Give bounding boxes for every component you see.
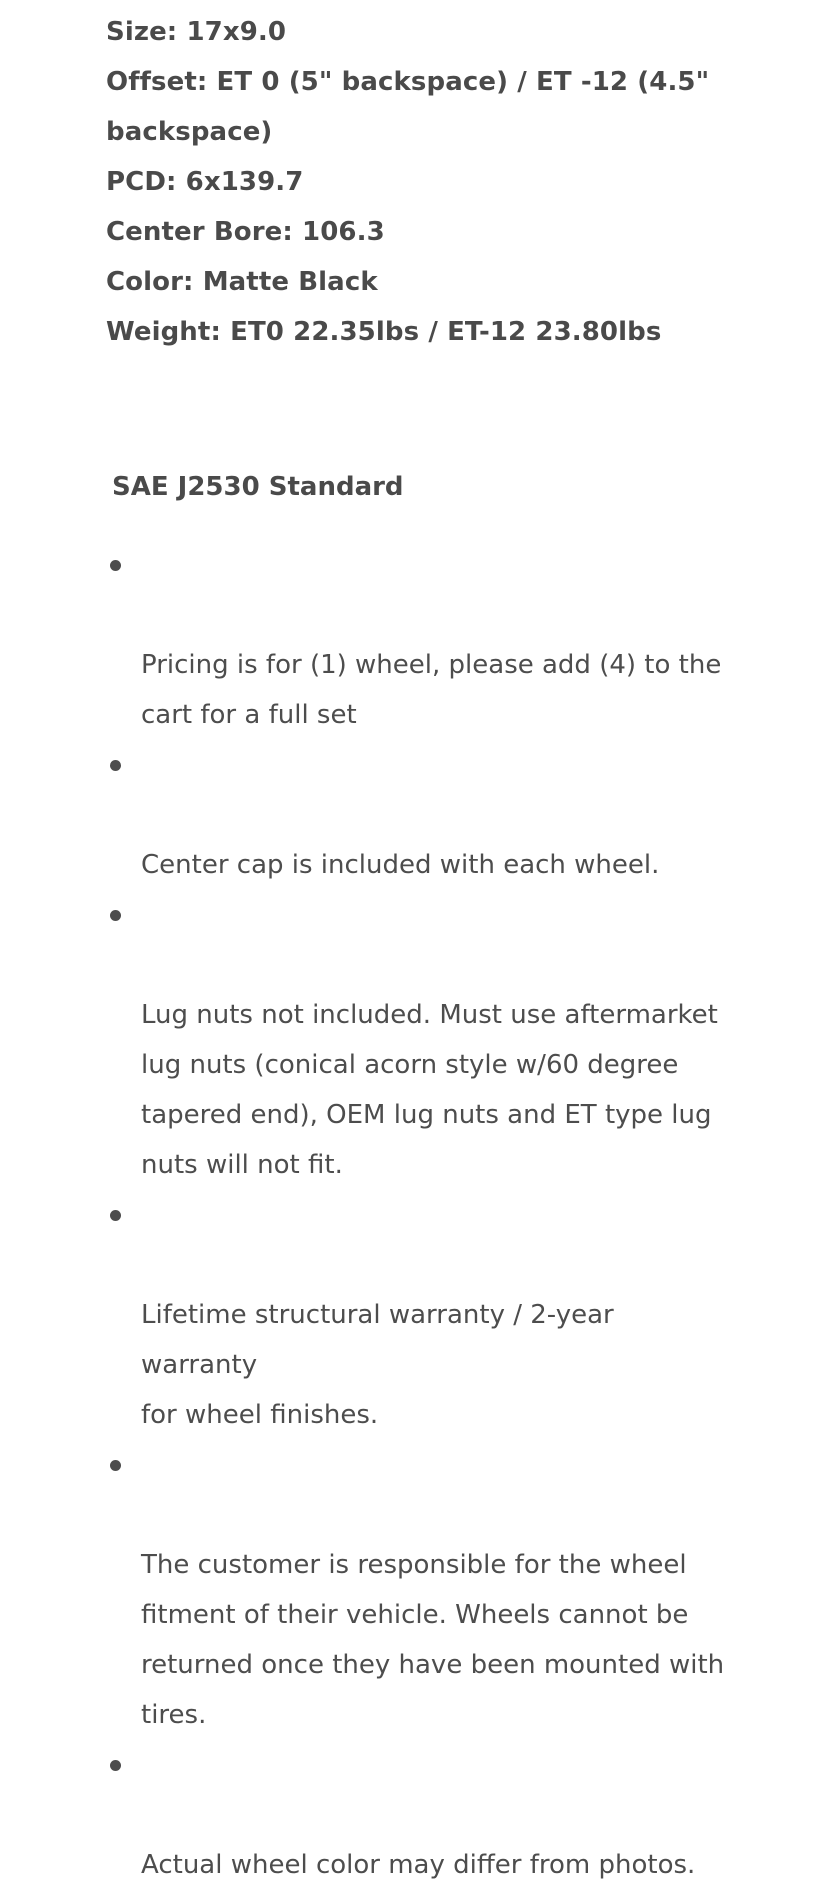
bullet-icon xyxy=(110,1210,121,1221)
note-text-color-disclaimer: Actual wheel color may differ from photos. xyxy=(141,1850,696,1880)
bullet-icon xyxy=(110,910,121,921)
spec-center-bore: Center Bore: 106.3 xyxy=(106,217,385,247)
wheel-specifications xyxy=(106,7,746,357)
spec-weight: Weight: ET0 22.35lbs / ET-12 23.80lbs xyxy=(106,317,662,347)
note-text-fitment: The customer is responsible for the wheel fitment of their vehicle. Wheels cannot be returned once they have been mounted with tires. xyxy=(141,1550,725,1730)
notes-list xyxy=(106,540,726,1890)
bullet-icon xyxy=(110,760,121,771)
bullet-icon xyxy=(110,560,121,571)
standard-heading: SAE J2530 Standard xyxy=(112,472,404,502)
list-item xyxy=(106,540,726,740)
note-text-center-cap: Center cap is included with each wheel. xyxy=(141,850,660,880)
note-text-lug-nuts: Lug nuts not included. Must use aftermarket lug nuts (conical acorn style w/60 degree tapered end), OEM lug nuts and ET type lug nuts will not fit. xyxy=(141,1000,718,1180)
list-item xyxy=(106,1740,726,1890)
list-item xyxy=(106,1440,726,1740)
spec-color: Color: Matte Black xyxy=(106,267,378,297)
spec-offset-continued: backspace) xyxy=(106,117,273,147)
note-text-pricing: Pricing is for (1) wheel, please add (4) to the cart for a full set xyxy=(141,650,722,730)
bullet-icon xyxy=(110,1460,121,1471)
spec-size: Size: 17x9.0 xyxy=(106,17,287,47)
bullet-icon xyxy=(110,1760,121,1771)
list-item xyxy=(106,1190,726,1440)
list-item xyxy=(106,740,726,890)
list-item xyxy=(106,890,726,1190)
note-text-warranty: Lifetime structural warranty / 2-year warranty for wheel finishes. xyxy=(141,1300,614,1430)
spec-pcd: PCD: 6x139.7 xyxy=(106,167,304,197)
spec-offset: Offset: ET 0 (5" backspace) / ET -12 (4.5" xyxy=(106,67,710,97)
